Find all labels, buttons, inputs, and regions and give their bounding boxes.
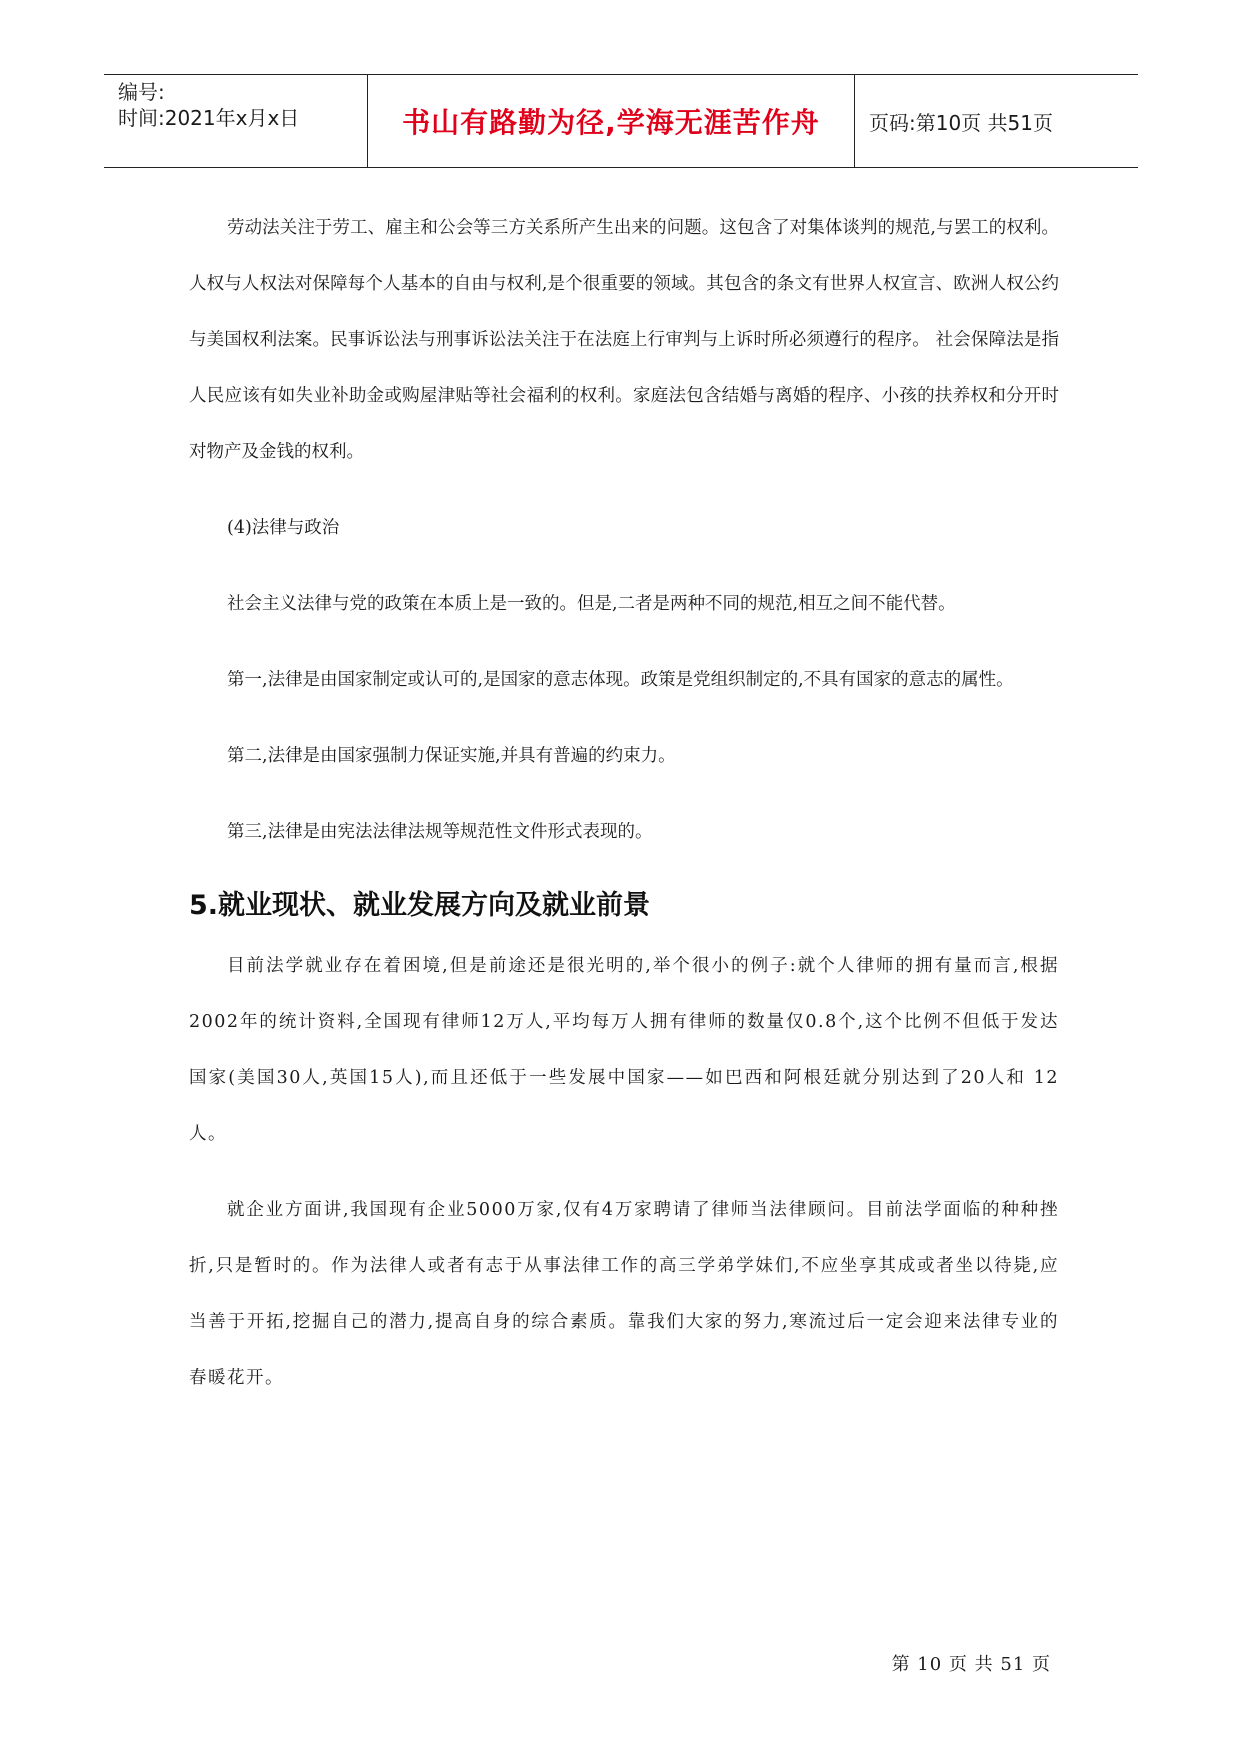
- paragraph-point-three: 第三,法律是由宪法法律法规等规范性文件形式表现的。: [227, 822, 653, 842]
- paragraph-law-and-policy: 社会主义法律与党的政策在本质上是一致的。但是,二者是两种不同的规范,相互之间不能代替。: [227, 594, 956, 614]
- page-header: [104, 74, 1138, 168]
- document-number-label: 编号:: [118, 80, 165, 104]
- header-motto: 书山有路勤为径,学海无涯苦作舟: [368, 75, 855, 167]
- document-time-label: 时间:2021年x月x日: [118, 106, 300, 130]
- paragraph-employment-outlook: 目前法学就业存在着困境,但是前途还是很光明的,举个很小的例子:就个人律师的拥有量而言,根据2002年的统计资料,全国现有律师12万人,平均每万人拥有律师的数量仅0.8个,这个比例不但低于发达国家(美国30人,英国15人),而且还低于一些发展中国家——如巴西和阿根廷就分别达到了20人和 12人。: [189, 956, 1059, 1144]
- paragraph-labor-law: 劳动法关注于劳工、雇主和公会等三方关系所产生出来的问题。这包含了对集体谈判的规范,与罢工的权利。 人权与人权法对保障每个人基本的自由与权利,是个很重要的领域。其包含的条文有世界人权宣言、欧洲人权公约与美国权利法案。民事诉讼法与刑事诉讼法关注于在法庭上行审判与上诉时所必须遵行的程序。 社会保障法是指人民应该有如失业补助金或购屋津贴等社会福利的权利。家庭法包含结婚与离婚的程序、小孩的扶养权和分开时对物产及金钱的权利。: [189, 218, 1059, 462]
- paragraph-point-two: 第二,法律是由国家强制力保证实施,并具有普遍的约束力。: [227, 746, 676, 766]
- section-heading: 5.就业现状、就业发展方向及就业前景: [189, 890, 651, 921]
- header-meta: [104, 75, 368, 167]
- document-body: [189, 200, 1059, 1406]
- paragraph-point-one: 第一,法律是由国家制定或认可的,是国家的意志体现。政策是党组织制定的,不具有国家的意志的属性。: [227, 670, 1014, 690]
- subheading-law-and-politics: (4)法律与政治: [227, 518, 340, 538]
- page-footer: 第 10 页 共 51 页: [891, 1654, 1051, 1675]
- paragraph-enterprise-demand: 就企业方面讲,我国现有企业5000万家,仅有4万家聘请了律师当法律顾问。目前法学面临的种种挫折,只是暂时的。作为法律人或者有志于从事法律工作的高三学弟学妹们,不应坐享其成或者坐以待毙,应当善于开拓,挖掘自己的潜力,提高自身的综合素质。靠我们大家的努力,寒流过后一定会迎来法律专业的春暖花开。: [189, 1200, 1059, 1388]
- header-page-info: 页码:第10页 共51页: [869, 110, 1053, 135]
